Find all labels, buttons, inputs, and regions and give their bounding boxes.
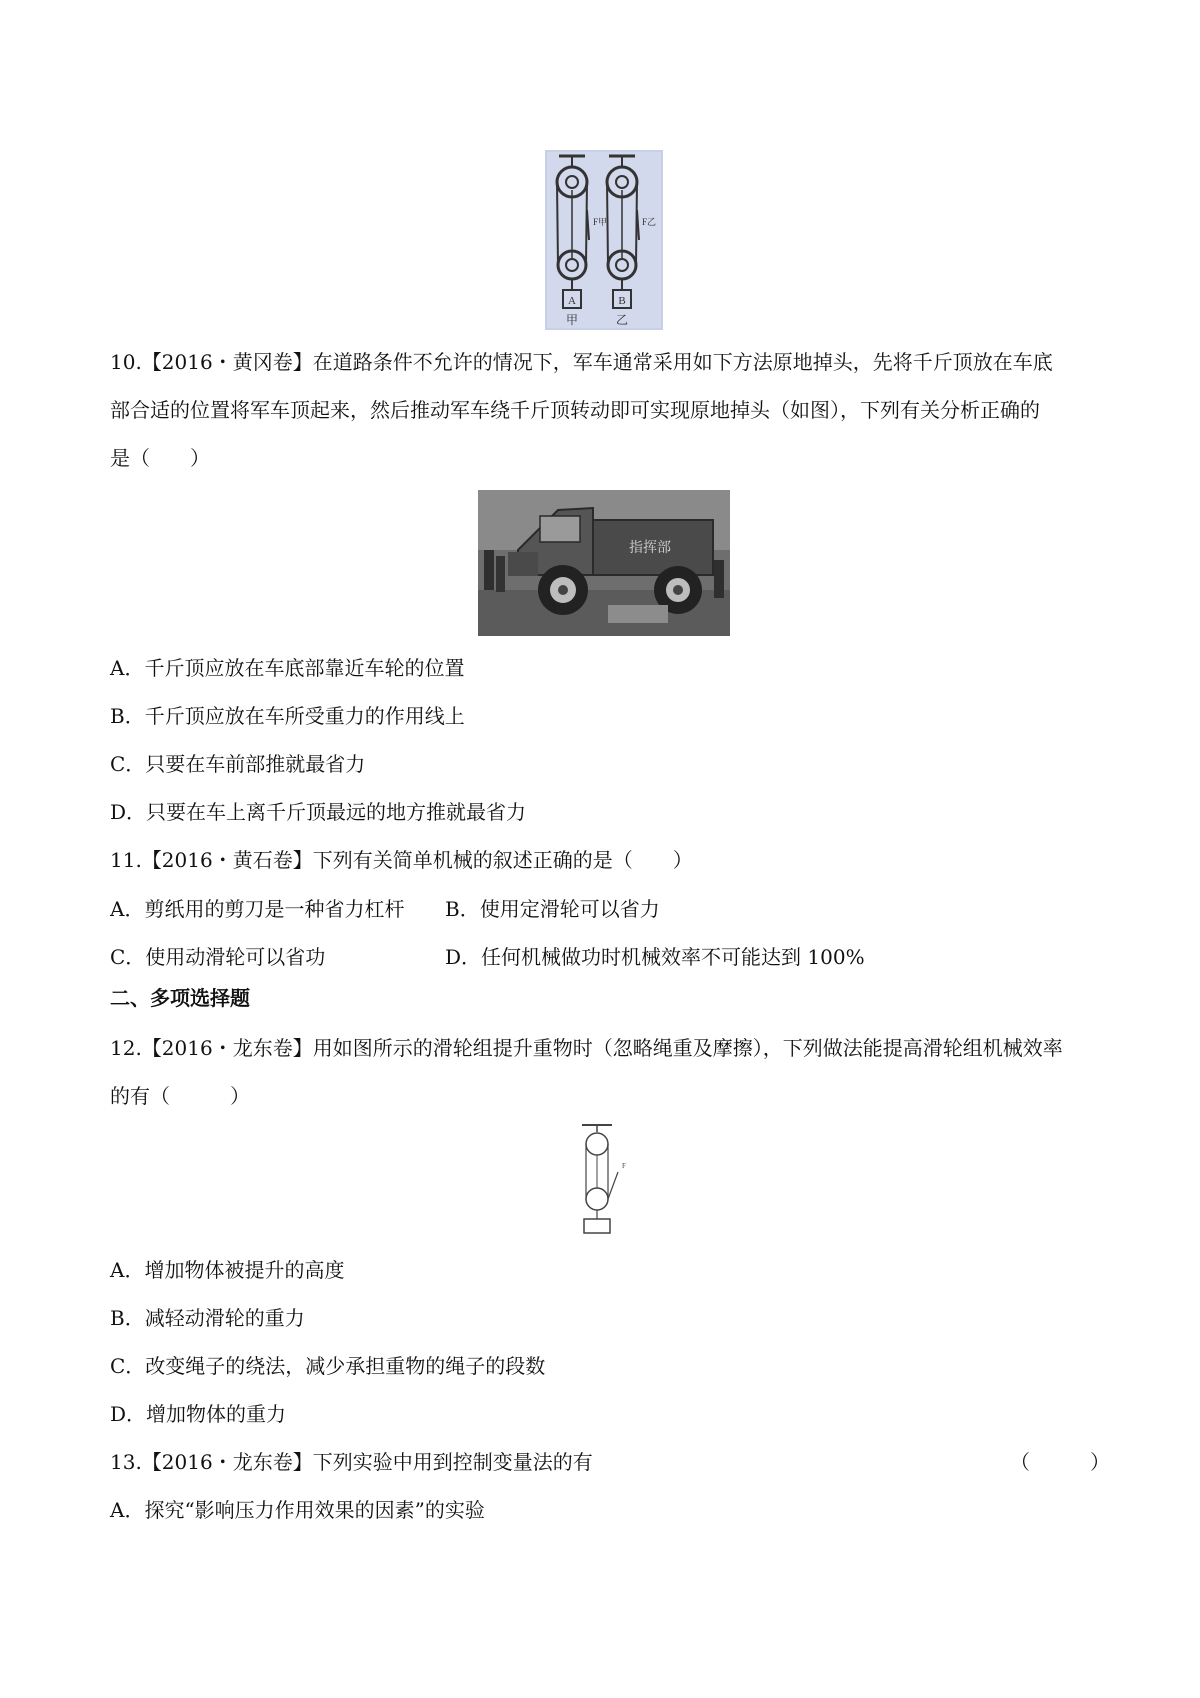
q11-option-b: B．使用定滑轮可以省力 (445, 897, 660, 921)
q10-option-d: D．只要在车上离千斤顶最远的地方推就最省力 (110, 800, 527, 824)
q11-option-c: C．使用动滑轮可以省功 (110, 945, 326, 969)
q12-option-c: C．改变绳子的绕法，减少承担重物的绳子的段数 (110, 1354, 546, 1378)
q10-option-a: A．千斤顶应放在车底部靠近车轮的位置 (110, 656, 465, 680)
block-b-label: B (618, 295, 626, 307)
q12-line-1: 12.【2016・龙东卷】用如图所示的滑轮组提升重物时（忽略绳重及摩擦），下列做法能提高滑轮组机械效率 (110, 1036, 1063, 1060)
block-a-label: A (568, 295, 576, 307)
caption-right: 乙 (615, 313, 629, 327)
q10-option-b: B．千斤顶应放在车所受重力的作用线上 (110, 704, 465, 728)
caption-left: 甲 (565, 313, 579, 327)
truck-photo (478, 490, 730, 636)
q11-option-a: A．剪纸用的剪刀是一种省力杠杆 (110, 897, 405, 921)
section-heading-multiple-choice: 二、多项选择题 (110, 986, 250, 1010)
q13-option-a: A．探究“影响压力作用效果的因素”的实验 (110, 1498, 485, 1522)
q12-option-b: B．减轻动滑轮的重力 (110, 1306, 305, 1330)
force-f-label: F (622, 1162, 626, 1170)
q13-stem: 13.【2016・龙东卷】下列实验中用到控制变量法的有 (110, 1450, 593, 1474)
q12-option-d: D．增加物体的重力 (110, 1402, 287, 1426)
pulley-figure-jia-yi (545, 150, 663, 330)
q11-stem: 11.【2016・黄石卷】下列有关简单机械的叙述正确的是（ ） (110, 848, 693, 872)
pulley-block-figure (570, 1122, 650, 1240)
q12-option-a: A．增加物体被提升的高度 (110, 1258, 345, 1282)
q10-line-3: 是（ ） (110, 446, 210, 470)
q10-line-1: 10.【2016・黄冈卷】在道路条件不允许的情况下，军车通常采用如下方法原地掉头，先将千斤顶放在车底 (110, 350, 1053, 374)
q10-line-2: 部合适的位置将军车顶起来，然后推动军车绕千斤顶转动即可实现原地掉头（如图），下列有关分析正确的 (110, 398, 1040, 422)
truck-door-text: 指挥部 (629, 540, 671, 556)
q12-line-2: 的有（ ） (110, 1084, 250, 1108)
force-left-label: F甲 (593, 217, 608, 227)
q13-answer-paren: （ ） (1010, 1450, 1110, 1474)
q11-option-d: D．任何机械做功时机械效率不可能达到 100% (445, 945, 865, 969)
q10-option-c: C．只要在车前部推就最省力 (110, 752, 366, 776)
force-right-label: F乙 (642, 217, 657, 227)
